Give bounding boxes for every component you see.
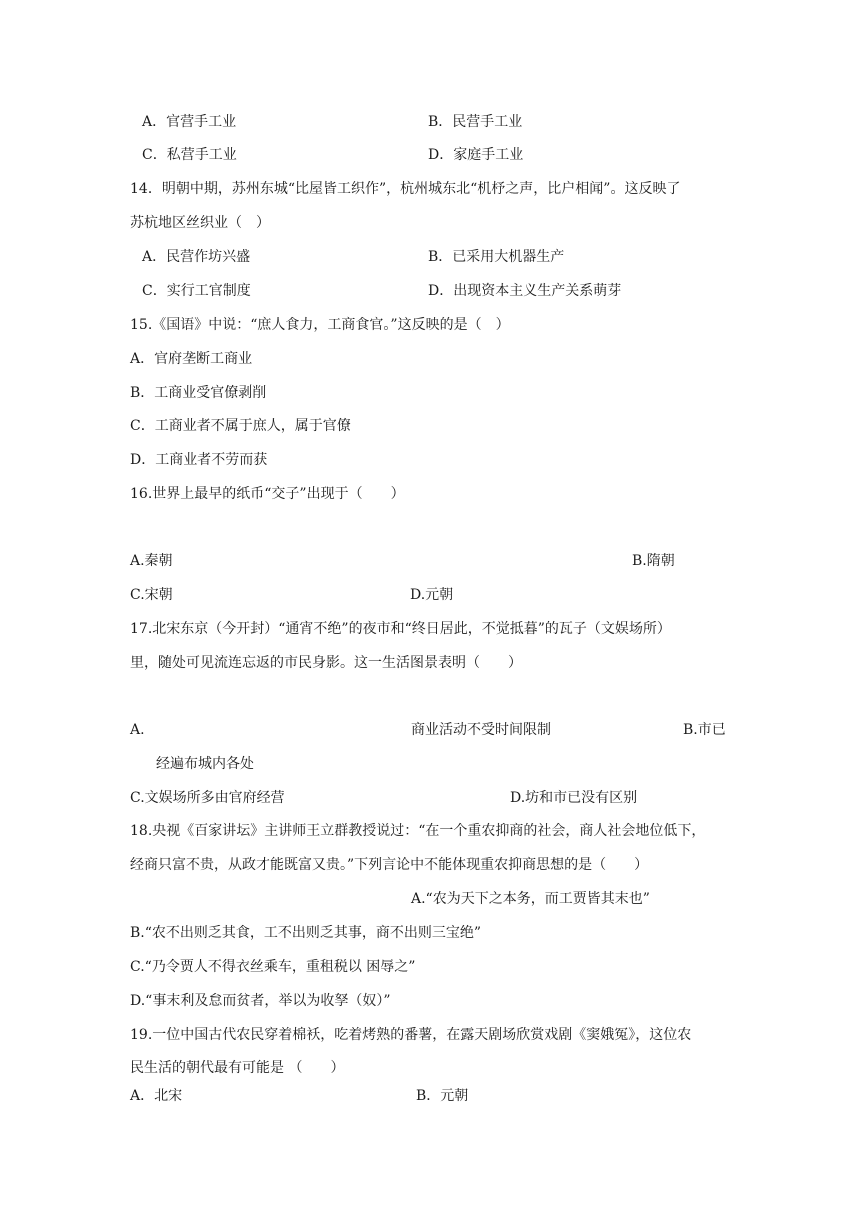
q17-option-d: D.坊和市已没有区别	[510, 790, 638, 806]
q13-option-d: D．家庭手工业	[428, 147, 524, 163]
q16-option-c: C.宋朝	[130, 587, 173, 603]
q14-stem-line1: 14．明朝中期，苏州东城“比屋皆工织作”，杭州城东北“机杼之声，比户相闻”。这反映了	[130, 181, 681, 197]
q16-option-b: B.隋朝	[632, 553, 675, 569]
q17-option-b-continued: 经遍布城内各处	[156, 756, 254, 772]
q15-option-d: D．工商业者不劳而获	[130, 452, 268, 468]
q15-option-b: B．工商业受官僚剥削	[130, 385, 267, 401]
q19-option-b: B．元朝	[416, 1088, 469, 1104]
q15-option-a: A．官府垄断工商业	[130, 351, 253, 367]
q14-option-b: B．已采用大机器生产	[428, 249, 565, 265]
q14-option-d: D．出现资本主义生产关系萌芽	[428, 283, 622, 299]
q13-option-c: C．私营手工业	[142, 147, 237, 163]
q14-option-c: C．实行工官制度	[142, 283, 251, 299]
q17-option-a-text: 商业活动不受时间限制	[411, 722, 551, 738]
q17-option-c: C.文娱场所多由官府经营	[130, 790, 285, 806]
q13-option-a: A．官营手工业	[142, 114, 237, 130]
q19-option-a: A．北宋	[130, 1088, 183, 1104]
q16-option-a: A.秦朝	[130, 553, 173, 569]
q17-option-a-letter: A.	[130, 722, 145, 738]
q16-stem: 16.世界上最早的纸币“交子”出现于（ ）	[130, 486, 405, 502]
q17-option-b-start: B.市已	[683, 722, 726, 738]
q18-stem-line1: 18.央视《百家讲坛》主讲师王立群教授说过：“在一个重农抑商的社会，商人社会地位低下，	[130, 823, 706, 839]
q19-stem-line2: 民生活的朝代最有可能是 （ ）	[130, 1060, 345, 1076]
q18-option-a: A.“农为天下之本务，而工贾皆其末也”	[411, 891, 650, 907]
q15-stem: 15.《国语》中说：“庶人食力，工商食官。”这反映的是（ ）	[130, 317, 510, 333]
q18-option-d: D.“事末利及怠而贫者，举以为收孥（奴）”	[130, 993, 391, 1009]
q19-stem-line1: 19.一位中国古代农民穿着棉袄，吃着烤熟的番薯，在露天剧场欣赏戏剧《窦娥冤》，这位农	[130, 1027, 692, 1043]
q14-stem-line2: 苏杭地区丝织业（ ）	[130, 215, 270, 231]
q14-option-a: A．民营作坊兴盛	[142, 249, 251, 265]
q17-stem-line2: 里，随处可见流连忘返的市民身影。这一生活图景表明（ ）	[130, 655, 522, 671]
q15-option-c: C．工商业者不属于庶人，属于官僚	[130, 418, 351, 434]
q13-option-b: B．民营手工业	[428, 114, 523, 130]
q16-option-d: D.元朝	[410, 587, 454, 603]
q18-stem-line2: 经商只富不贵，从政才能既富又贵。”下列言论中不能体现重农抑商思想的是（ ）	[130, 857, 649, 873]
q17-stem-line1: 17.北宋东京（今开封）“通宵不绝”的夜市和“终日居此，不觉抵暮”的瓦子（文娱场所）	[130, 621, 671, 637]
q18-option-b: B.“农不出则乏其食，工不出则乏其事，商不出则三宝绝”	[130, 925, 482, 941]
q18-option-c: C.“乃令贾人不得衣丝乘车，重租税以 困辱之”	[130, 959, 416, 975]
